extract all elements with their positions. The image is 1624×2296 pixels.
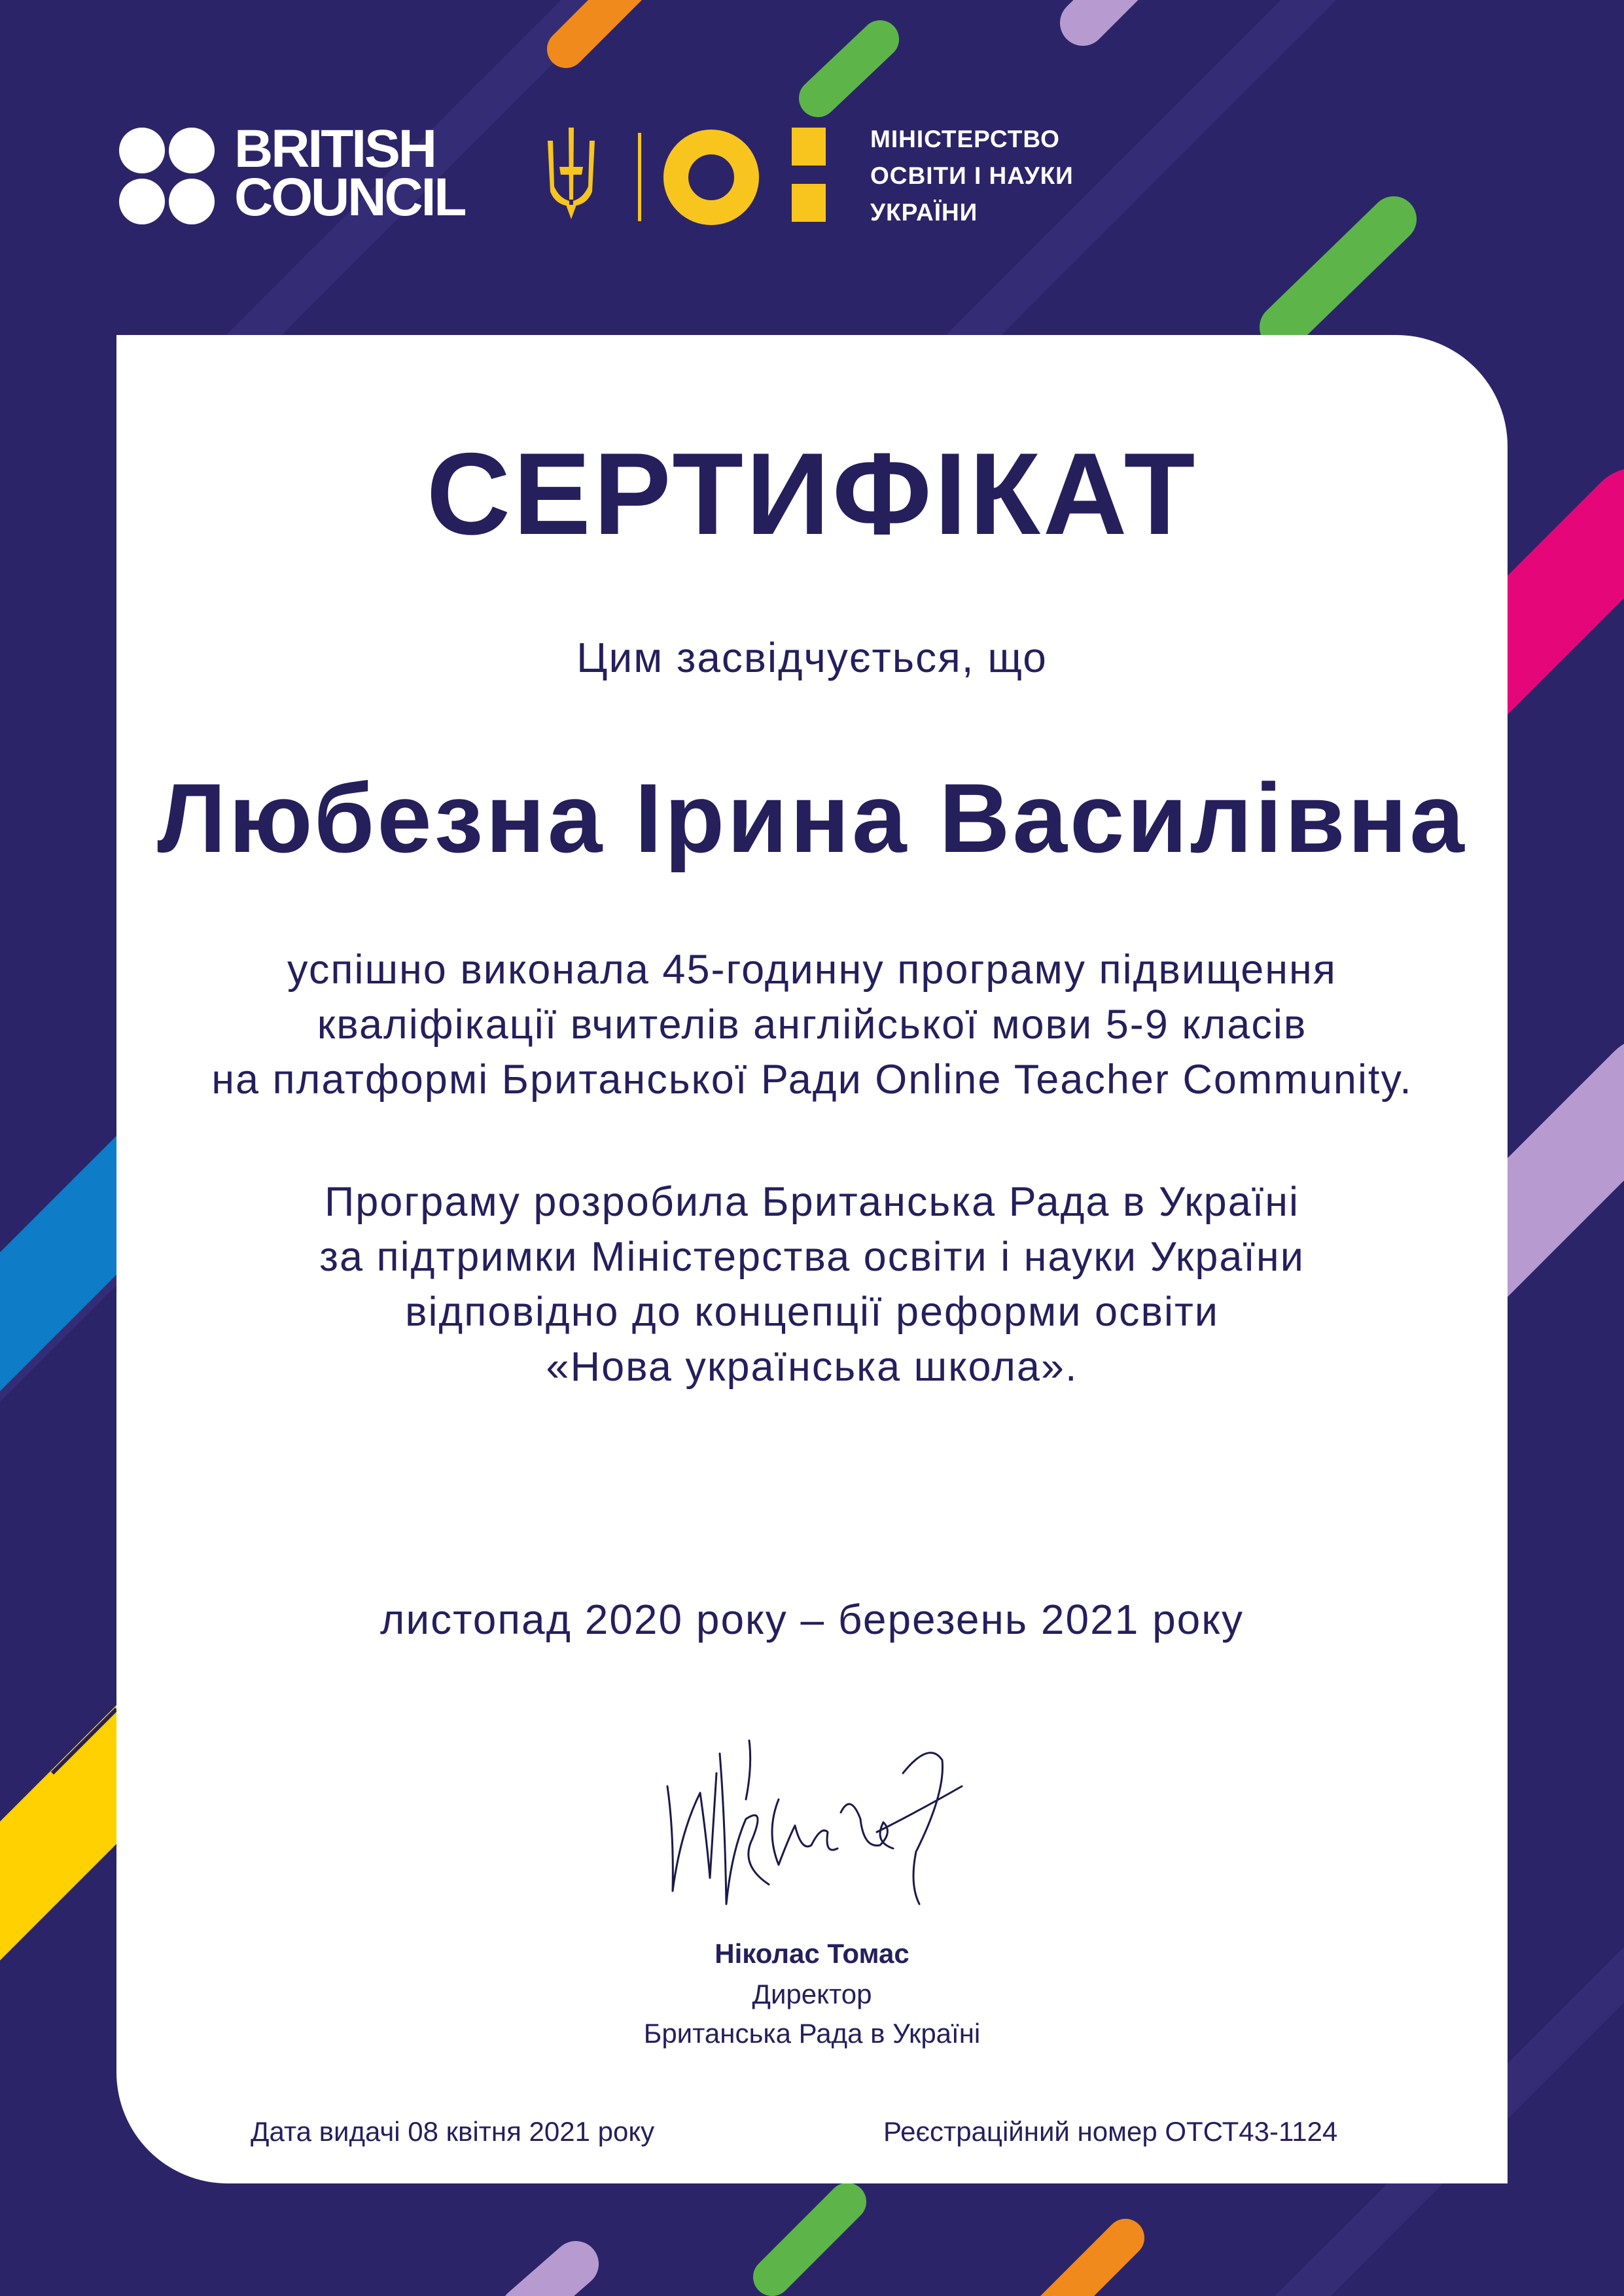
ministry-logo bbox=[540, 121, 1129, 232]
certificate-title: СЕРТИФІКАТ bbox=[426, 429, 1198, 559]
signature bbox=[654, 1734, 968, 1917]
ministry-emblem bbox=[540, 121, 854, 232]
completion-text: успішно виконала 45-годинну програму підвищення кваліфікації вчителів англійської мови 5-9 класів на платформі Британської Ради Online Teacher Community. bbox=[211, 947, 1413, 1103]
ministry-square-top bbox=[792, 128, 826, 166]
british-council-logo bbox=[118, 119, 471, 229]
signer-position: Директор bbox=[752, 1979, 872, 2009]
ministry-square-bottom bbox=[792, 184, 826, 222]
registration-number: Реєстраційний номер ОТСТ43-1124 bbox=[883, 2116, 1338, 2147]
ministry-wordmark: МІНІСТЕРСТВО ОСВІТИ І НАУКИ УКРАЇНИ bbox=[870, 126, 1074, 226]
trident-icon bbox=[548, 128, 595, 219]
recipient-name: Любезна Ірина Василівна bbox=[157, 763, 1467, 873]
signer-name: Ніколас Томас bbox=[715, 1938, 909, 1969]
british-council-dots-icon bbox=[118, 124, 216, 229]
british-council-wordmark: BRITISH COUNCIL bbox=[234, 119, 465, 227]
program-period: листопад 2020 року – березень 2021 року bbox=[380, 1596, 1244, 1643]
logo-divider bbox=[638, 133, 641, 221]
issue-date: Дата видачі 08 квітня 2021 року bbox=[251, 2116, 655, 2147]
signer-organization: Британська Рада в Україні bbox=[643, 2018, 981, 2049]
ministry-ring-icon bbox=[676, 142, 747, 213]
program-text: Програму розробила Британська Рада в Україні за підтримки Міністерства освіти і науки України відповідно до концепції реформи освіти «Нова українська школа». bbox=[319, 1179, 1305, 1390]
certificate-intro: Цим засвідчується, що bbox=[576, 634, 1048, 681]
